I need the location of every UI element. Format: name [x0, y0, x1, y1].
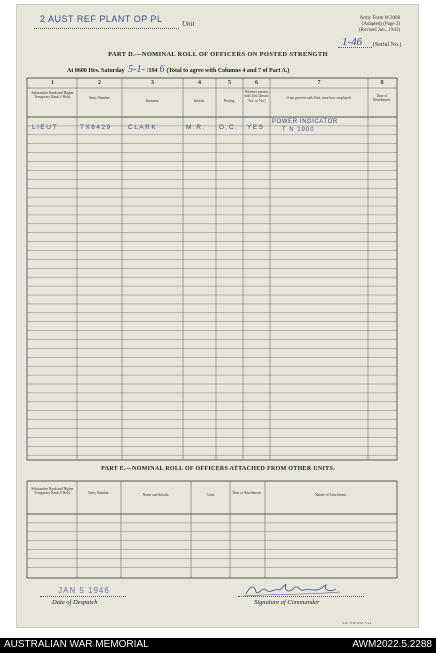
part-d-title: PART D.—NOMINAL ROLL OF OFFICERS ON POSTED STRENGTH — [108, 51, 328, 58]
col-number: 4 — [198, 80, 201, 86]
entry-army-number: TX6429 — [80, 124, 112, 131]
unit-label: Unit — [182, 20, 195, 28]
despatch-field-line — [40, 596, 126, 597]
at-year-prefix: /194 — [146, 68, 158, 74]
printer-note: S.N. 7146 RAL 5-44 — [342, 621, 372, 625]
entry-employed-line2: T N 1900 — [282, 127, 315, 133]
col-number: 6 — [255, 80, 258, 86]
col-header: Surname. — [145, 99, 160, 103]
col-header: Date of Detachment. — [372, 94, 392, 103]
col-header: Substantive Rank and Higher Temporary Rank if Held. — [31, 487, 74, 496]
commander-field-line — [238, 596, 364, 597]
col-header: Army Number. — [88, 96, 111, 100]
col-number: 3 — [151, 80, 154, 86]
col-number: 5 — [228, 80, 231, 86]
entry-rank: LIEUT — [32, 124, 58, 131]
col-header: Nature of Attachment. — [314, 493, 348, 497]
form-ref-line: (Revised Jan., 1943) — [358, 28, 400, 33]
serial-label: (Serial No.) — [373, 42, 402, 48]
at-suffix: (Total to agree with Columns 4 and 7 of Part A.) — [166, 68, 290, 74]
col-header: If not present with Unit, state how employed. — [286, 96, 352, 100]
entry-posting: O.C. — [219, 124, 239, 131]
form-ref-line: Army Form W.3008 — [359, 16, 400, 21]
despatch-date-stamp: JAN 5 1946 — [58, 586, 110, 595]
caption-bar — [0, 638, 436, 653]
at-date: 5-1- — [128, 64, 145, 75]
caption-right: AWM2022.5.2288 — [352, 639, 432, 650]
part-e-title: PART E.—NOMINAL ROLL OF OFFICERS ATTACHED FROM OTHER UNITS. — [101, 466, 335, 472]
col-header: Army Number. — [87, 491, 110, 495]
col-header: Initials. — [194, 99, 205, 103]
commander-label: Signature of Commander — [254, 599, 320, 606]
entry-initials: M.R. — [186, 124, 206, 131]
col-header: Unit. — [207, 493, 215, 497]
commander-signature — [240, 580, 350, 600]
despatch-label: Date of Despatch — [52, 599, 98, 606]
entry-surname: CLARK — [128, 124, 158, 131]
entry-employed-line1: POWER INDICATOR — [272, 119, 338, 125]
col-number: 2 — [98, 80, 101, 86]
unit-value: 2 AUST REF PLANT OP PL — [40, 14, 163, 24]
serial-value: 1-46 — [342, 36, 363, 48]
col-header: Posting. — [223, 99, 236, 103]
at-prefix: At 0600 Hrs. Saturday — [67, 68, 125, 74]
at-year-suffix: 6 — [159, 64, 165, 75]
col-header: Whether present with Unit (Insert 'Yes' or 'No') — [244, 90, 269, 103]
caption-left: AUSTRALIAN WAR MEMORIAL — [4, 639, 149, 650]
form-ref-line: (Adapted) (Page 2) — [361, 22, 400, 27]
col-header: Name and Initials. — [142, 493, 170, 497]
col-header: Date of Attachment. — [232, 491, 262, 495]
col-number: 8 — [380, 80, 384, 86]
col-number: 7 — [317, 80, 321, 86]
entry-present: YES — [247, 124, 265, 131]
col-number: 1 — [51, 80, 54, 86]
col-header: Substantive Rank and Higher Temporary Rank if Held. — [31, 91, 74, 100]
